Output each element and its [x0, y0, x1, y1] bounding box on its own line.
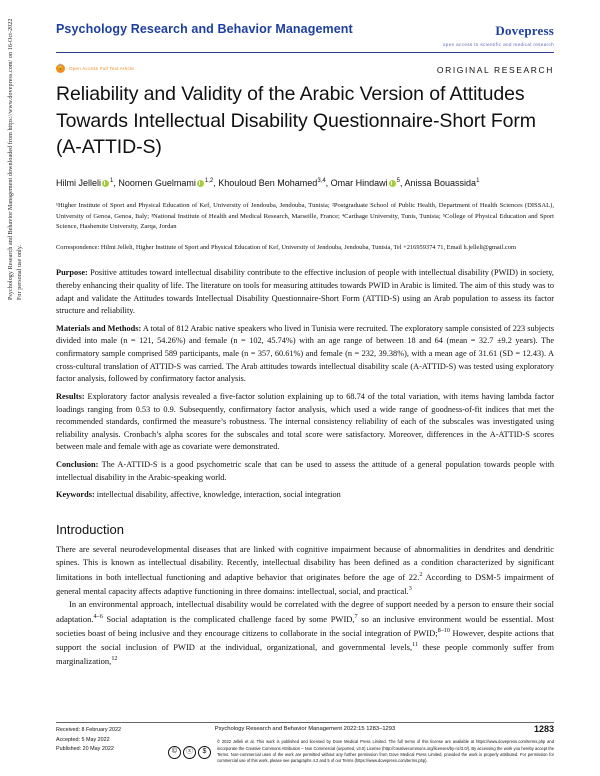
abstract-purpose — [56, 267, 554, 317]
abstract-conclusion-label: Conclusion: — [56, 459, 99, 469]
section-heading-introduction: Introduction — [56, 521, 124, 537]
creative-commons-icon: © ⓧ $ — [168, 739, 211, 764]
orcid-icon[interactable] — [389, 180, 396, 187]
date-published: Published: 20 May 2022 — [56, 745, 114, 752]
submission-dates — [56, 726, 121, 754]
date-received: Received: 8 February 2022 — [56, 727, 122, 734]
author-list — [56, 177, 554, 190]
open-lock-icon: 🔓 — [56, 65, 65, 71]
orcid-icon[interactable] — [197, 180, 204, 187]
open-access-label: Open Access Full Text Article — [69, 66, 134, 71]
abstract-keywords-label: Keywords: — [56, 490, 95, 500]
page-footer — [56, 722, 554, 764]
footer-citation: Psychology Research and Behavior Management 2022:15 1283–1293 — [214, 726, 396, 733]
download-watermark — [8, 0, 23, 300]
abstract-materials-text: A total of 812 Arabic native speakers who lived in Tunisia were recruited. The exploratory sample consisted of 223 subjects divided into male (n = 121, 54.26%) and female (n = 102, 45.74%) with an age range of between 18 and 64 (mean = 32.7 ±9.2 years). The confirmatory sample comprised 589 participants, male (n = 357, 60.61%) and female (n = 232, 39.38%), with a mean age of 31.61 (SD = 12.43). A cross-cultural translation of ATTID-S was carried. The Arab attitudes towards intellectual disability scale (A-ATTID-S) was tested using exploratory factor analysis, followed by confirmatory factor analysis. — [56, 323, 554, 384]
correspondence: Correspondence: Hilmi Jelleli, Higher Institute of Sport and Physical Education of Kef, University of Jendouba, Jendouba, Tunisia, Tel +216959374 71, Email h.jelleli@gmail.com — [56, 244, 516, 252]
license-block — [56, 739, 554, 764]
abstract-results-label: Results: — [56, 391, 85, 401]
abstract-conclusion — [56, 459, 554, 484]
date-accepted: Accepted: 5 May 2022 — [56, 736, 110, 743]
page-title: Reliability and Validity of the Arabic Version of Attitudes Towards Intellectual Disability Questionnaire-Short Form (A-ATTID-S) — [56, 83, 536, 159]
publisher-tagline: open access to scientific and medical research — [442, 42, 554, 47]
abstract-purpose-text: Positive attitudes toward intellectual disability contribute to the effective inclusion of people with intellectual disability (PWID) in society, thereby enhancing their quality of life. The literature on tools for measuring attitudes towards PWID in Arabic is limited. The aim of this study was to adapt and validate the Attitudes towards Intellectual Disability Questionnaire-Short Form (ATTID-S) using an Arab population to assess its factor structure and reliability. — [56, 268, 554, 316]
orcid-icon[interactable] — [102, 180, 109, 187]
article-type-label: ORIGINAL RESEARCH — [436, 65, 554, 75]
abstract-conclusion-text: The A-ATTID-S is a good psychometric scale that can be used to assess the attitude of a general population towards people with intellectual disability in the Arabic-speaking world. — [56, 459, 554, 482]
introduction-body — [56, 543, 554, 669]
abstract-keywords-text: intellectual disability, affective, knowledge, interaction, social integration — [94, 490, 341, 500]
license-text: © 2022 Jelleli et al. This work is published and licensed by Dove Medical Press Limited. The full terms of this license are available at https://www.dovepress.com/terms.php and incorporate the Creative Commons Attribution – Non Commercial (unported, v3.0) License (http://creativecommons.org/licenses/by-nc/3.0/). By accessing the work you hereby accept the Terms. Non-commercial uses of the work are permitted without any further permission from Dove Medical Press Limited, provided the work is properly attributed. For permission for commercial use of this work, please see paragraphs 4.2 and 5 of our Terms (https://www.dovepress.com/terms.php). — [217, 739, 554, 763]
abstract-materials — [56, 323, 554, 386]
publisher-logo: Dovepress — [495, 23, 554, 38]
abstract-results-text: Exploratory factor analysis revealed a five-factor solution explaining up to 68.74 of the total variation, with items having lambda factor loadings ranging from 0.53 to 0.9. Subsequently, confirmatory factor analysis, which used a wide range of goodness-of-fit indices that met the recommended standards, confirmed the measure’s robustness. The internal consistency reliability of each of the subscales was investigated using reliability analysis. Cronbach’s alpha scores for the subscales and total score were satisfactory. Moreover, differences in the A-ATTID-S scores between male and female with age as covariate were demonstrated. — [56, 391, 554, 452]
journal-title: Psychology Research and Behavior Management — [56, 22, 353, 36]
abstract-purpose-label: Purpose: — [56, 268, 88, 278]
watermark-line-2: For personal use only. — [17, 244, 23, 300]
affiliations: ¹Higher Institute of Sport and Physical Education of Kef, University of Jendouba, Jendouba, Tunisia; ²Postgraduate School of Public Health, Department of Health Sciences (DISSAL), University of Genoa, Genoa, Italy; ³National Institute of Health and Medical Research, Marseille, France; ⁴Carthage University, Tunis, Tunisia; ⁵College of Physical Education and Sport Science, Hashemite University, Zarqa, Jordan — [56, 202, 554, 231]
watermark-line-1: Psychology Research and Behavior Management downloaded from https://www.dovepress.com/ on 16-Oct-2022 — [8, 18, 14, 300]
masthead — [56, 22, 554, 53]
abstract-results — [56, 391, 554, 454]
publisher-block — [443, 22, 554, 47]
abstract-materials-label: Materials and Methods: — [56, 323, 142, 333]
abstract-keywords — [56, 489, 554, 502]
abstract — [56, 267, 554, 501]
footer-divider — [56, 722, 554, 723]
intro-paragraph-2: In an environmental approach, intellectual disability would be correlated with the degree of support needed by a person to ensure their social adaptation.$^{4-6}$ Social adaptation is the complicated challenge faced by some PWID,$^7$ so an inclusive environment would be essential. Most societies boast of being inclusive and they encourage citizens to collaborate in the social integration of PWID;$^{8-10}$ However, despite actions that support the social inclusion of PWID at the individual, organizational, and governmental levels,$^{11}$ these people commonly suffer from marginalization,$^{12}$ — [56, 599, 555, 667]
authors-text: Hilmi Jelleli $^1$, Noomen Guelmami $^{1,2}$, Khouloud Ben Mohamed$^{3,4}$, Omar Hindawi $^5$, Anissa Bouassida$^1$ — [56, 177, 480, 188]
page-number: 1283 — [533, 724, 554, 735]
intro-paragraph-1: There are several neurodevelopmental diseases that are linked with cognitive impairment because of abnormalities in dendrites and dendritic spines. This is known as intellectual disability. Recently, intellectual disability has been defined as a condition characterized by significant limitations in both intellectual functioning and adaptive behavior that originates before the age of 22.$^2$ According to DSM-5 impairment of general mental capacity affects adaptive functioning in three domains: intellectual, social, and practical.$^3$ — [56, 543, 554, 596]
